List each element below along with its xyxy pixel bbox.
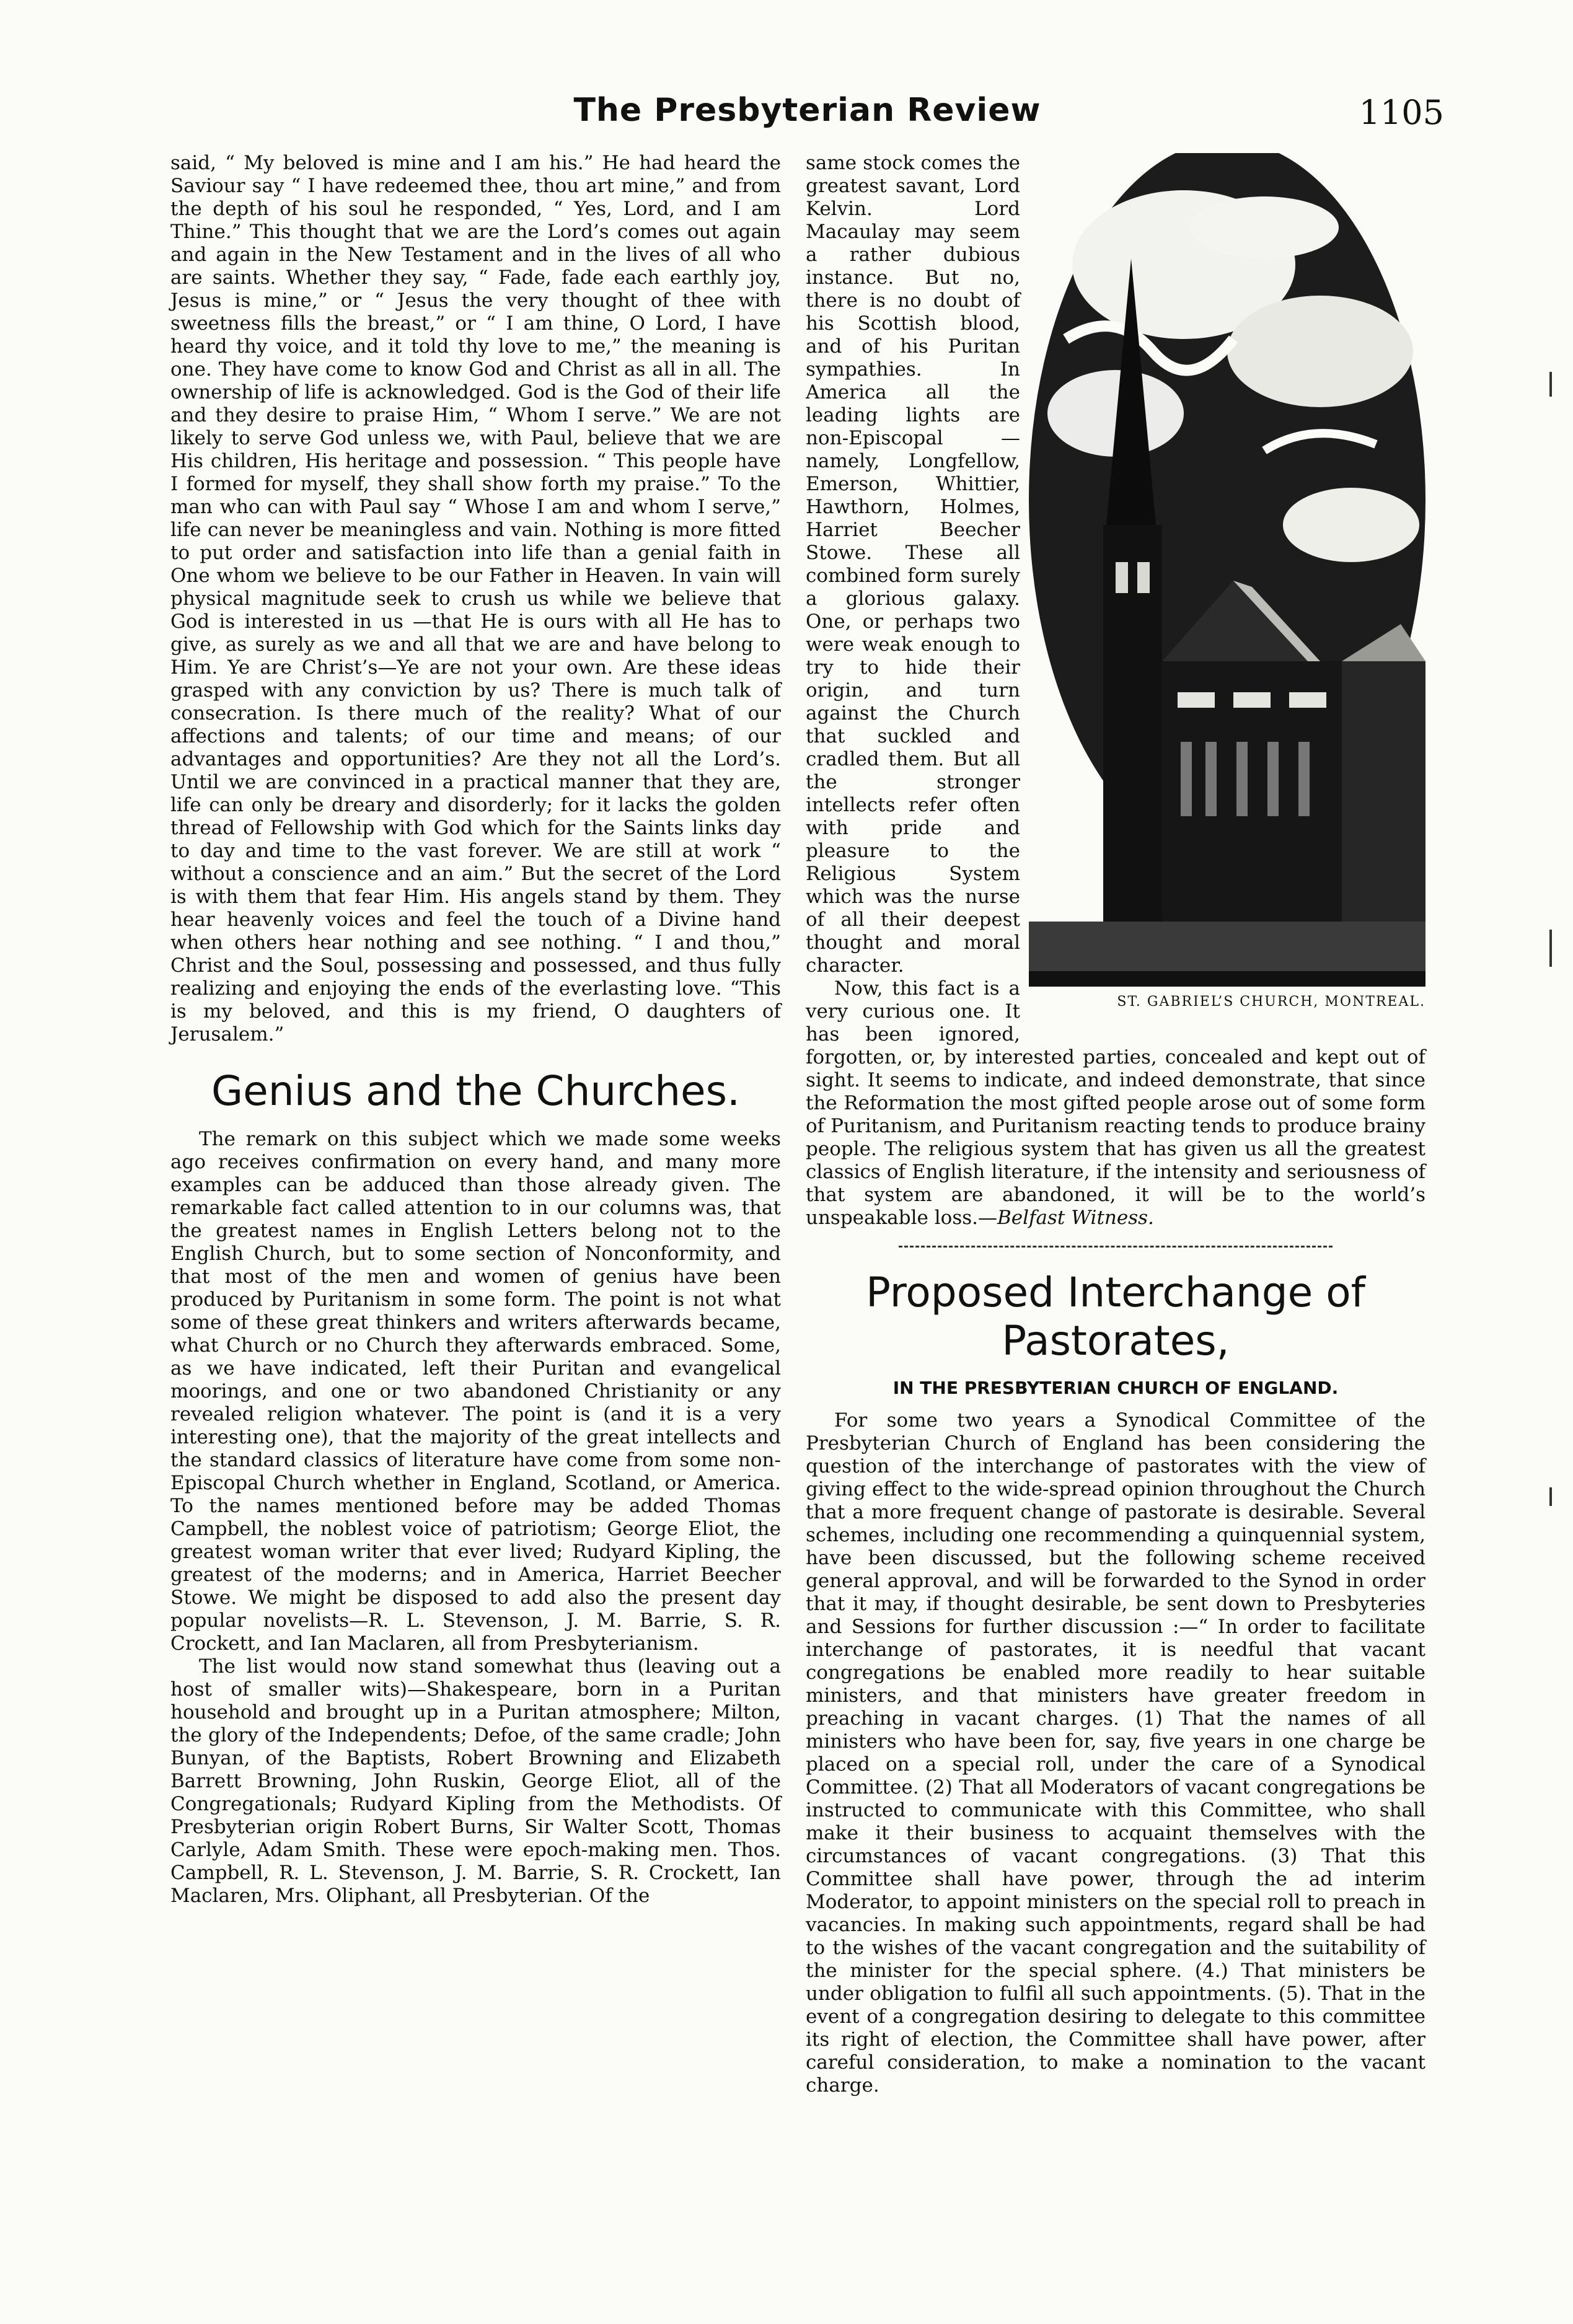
paragraph-text: Now, this fact is a very curious one. It has been ignored, forgotten, or, by interested parties, concealed and kept out of sight. It seems to indicate, and indeed demonstrate, that since the Reformation the most gifted people arose out of some form of Puritanism, and Puritanism reacting tends to produce brainy people. The religious system that has given us all the greatest classics of English literature, if the intensity and seriousness of that system are abandoned, it will be to the world’s unspeakable loss.— [806, 977, 1425, 1229]
continued-article-paragraph: said, “ My beloved is mine and I am his.” He had heard the Saviour say “ I have redeemed thee, thou art mine,” and from the depth of his soul he responded, “ Yes, Lord, and I am Thine.” This thought that we are the Lord’s comes out again and again in the New Testament and in the lives of all who are saints. Whether they say, “ Fade, fade each earthly joy, Jesus is mine,” or “ Jesus the very thought of thee with sweetness fills the breast,” or “ I am thine, O Lord, I have heard thy voice, and it told thy love to me,” the meaning is one. They have come to know God and Christ as all in all. The ownership of life is acknowledged. God is the God of their life and they desire to praise Him, “ Whom I serve.” We are not likely to serve God unless we, with Paul, believe that we are His children, His heritage and possession. “ This people have I formed for myself, they shall show forth my praise.” To the man who can with Paul say “ Whose I am and whom I serve,” life can never be meaningless and vain. Nothing is more fitted to put order and satisfaction into life than a genial faith in One whom we believe to be our Father in Heaven. In vain will physical magnitude seek to crush us while we believe that God is interested in us —that He is ours with all He has to give, as surely as we and all that we are and have belong to Him. Ye are Christ’s—Ye are not your own. Are these ideas grasped with any conviction by us? There is much talk of consecration. Is there much of the reality? What of our affections and talents; of our time and means; of our advantages and opportunities? Are they not all the Lord’s. Until we are convinced in a practical manner that they are, life can only be dreary and disorderly; for it lacks the golden thread of Fellowship with God which for the Saints links day to day and time to the vast forever. We are still at work “ without a conscience and an aim.” But the secret of the Lord is with them that fear Him. His angels stand by them. They hear heavenly voices and feel the touch of a Divine hand when others hear nothing and see nothing. “ I and thou,” Christ and the Soul, possessing and possessed, and thus fully realizing and enjoying the ends of the everlasting love. “This is my beloved, and this is my friend, O daughters of Jerusalem.” [170, 152, 781, 1045]
figure-caption: ST. GABRIEL’S CHURCH, MONTREAL. [1117, 994, 1425, 1010]
page-header [170, 92, 1444, 141]
article-paragraph: For some two years a Synodical Committee of the Presbyterian Church of England has been considering the question of the interchange of pastorates with the view of giving effect to the wide-spread opinion throughout the Church that a more frequent change of pastorate is desirable. Several schemes, including one recommending a quinquennial system, have been discussed, but the following scheme received general approval, and will be forwarded to the Synod in order that it may, if thought desirable, be sent down to Presbyteries and Sessions for further discussion :—“ In order to facilitate interchange of pastorates, it is needful that vacant congregations be enabled more readily to hear suitable ministers, and that ministers have greater freedom in preaching in vacant charges. (1) That the names of all ministers who have been for, say, five years in one charge be placed on a special roll, under the care of a Synodical Committee. (2) That all Moderators of vacant congregations be instructed to communicate with this Committee, who shall make it their business to acquaint themselves with the circumstances of vacant congregations. (3) That this Committee shall have power, through the ad interim Moderator, to appoint ministers on the special roll to preach in vacancies. In making such appointments, regard shall be had to the wishes of the vacant congregation and the suitability of the minister for the special sphere. (4.) That ministers be under obligation to fulfil all such appointments. (5). That in the event of a congregation desiring to delegate to this committee its right of election, the Committee shall have power, after careful consideration, to make a nomination to the vacant charge. [806, 1409, 1425, 2097]
publication-title: The Presbyterian Review [573, 92, 1041, 129]
page-number: 1105 [1359, 93, 1444, 132]
article-paragraph: The list would now stand somewhat thus (leaving out a host of smaller wits)—Shakespeare, born in a Puritan household and brought up in a Puritan atmosphere; Milton, the glory of the Independents; Defoe, of the same cradle; John Bunyan, of the Baptists, Robert Browning and Elizabeth Barrett Browning, John Ruskin, George Eliot, all of the Congregationals; Rudyard Kipling from the Methodists. Of Presbyterian origin Robert Burns, Sir Walter Scott, Thomas Carlyle, Adam Smith. These were epoch-making men. Thos. Campbell, R. L. Stevenson, J. M. Barrie, S. R. Crockett, Ian Maclaren, Mrs. Oliphant, all Presbyterian. Of the [170, 1655, 781, 1907]
article-paragraph: The remark on this subject which we made some weeks ago receives confirmation on every hand, and many more examples can be adduced than those already given. The remarkable fact called attention to in our columns was, that the greatest names in English Letters belong not to the English Church, but to some section of Nonconformity, and that most of the men and women of genius have been produced by Puritanism in some form. The point is not what some of these great thinkers and writers afterwards became, what Church or no Church they afterwards embraced. Some, as we have indicated, left their Puritan and evangelical moorings, and one or two abandoned Christianity or any revealed religion whatever. The point is (and it is a very interesting one), that the majority of the great intellects and the standard classics of literature have come from some non-Episcopal Church whether in England, Scotland, or America. To the names mentioned before may be added Thomas Campbell, the noblest voice of patriotism; George Eliot, the greatest woman writer that ever lived; Rudyard Kipling, the greatest of the moderns; and in America, Harriet Beecher Stowe. We might be disposed to add also the present day popular novelists—R. L. Stevenson, J. M. Barrie, S. R. Crockett, and Ian Maclaren, all from Presbyterianism. [170, 1128, 781, 1655]
continued-article-paragraph: same stock comes the greatest savant, Lord Kelvin. Lord Macaulay may seem a rather dubious instance. But no, there is no doubt of his Scottish blood, and of his Puritan sympathies. In America all the leading lights are non-Episcopal —namely, Longfellow, Emerson, Whittier, Hawthorn, Holmes, Harriet Beecher Stowe. These all combined form surely a glorious galaxy. One, or perhaps two were weak enough to try to hide their origin, and turn against the Church that suckled and cradled them. But all the stronger intellects refer often with pride and pleasure to the Religious System which was the nurse of all their deepest thought and moral character. [806, 152, 1020, 977]
article-subtitle: IN THE PRESBYTERIAN CHURCH OF ENGLAND. [892, 1378, 1339, 1398]
article-title-genius: Genius and the Churches. [211, 1067, 741, 1115]
church-illustration [1029, 153, 1425, 1021]
scan-edge-mark [1549, 930, 1552, 967]
article-title-pastorates: Proposed Interchange of Pastorates, [866, 1269, 1365, 1365]
scan-edge-mark [1549, 372, 1552, 397]
right-column [806, 152, 1425, 2097]
church-engraving-image [1029, 153, 1425, 987]
section-divider [899, 1246, 1333, 1248]
left-column [170, 152, 781, 1908]
scan-edge-mark [1549, 1487, 1552, 1506]
source-credit: Belfast Witness. [997, 1207, 1154, 1229]
